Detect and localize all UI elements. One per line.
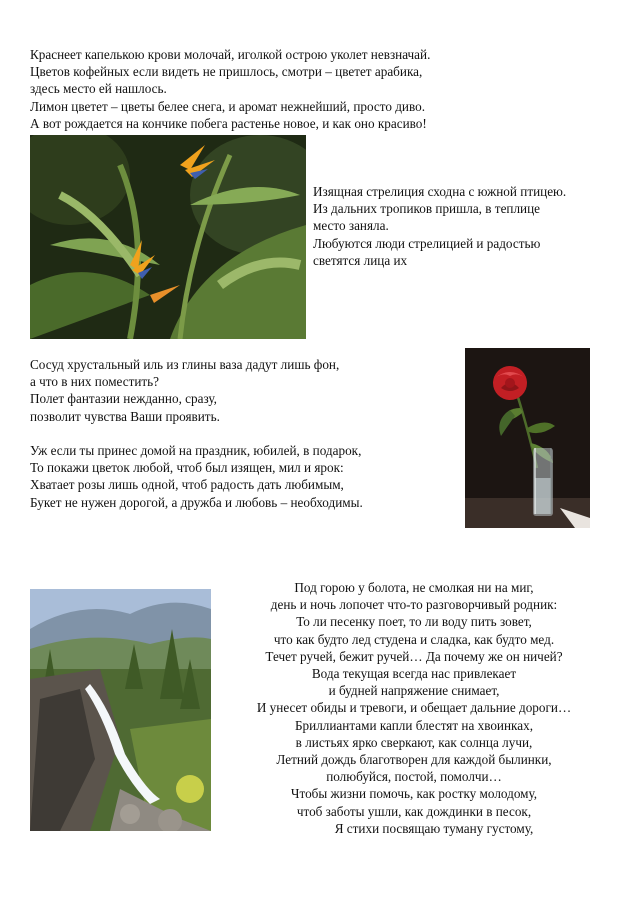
strelitzia-photo xyxy=(30,135,306,339)
caption-line: место заняла. xyxy=(313,218,389,234)
poem-line: Краснеет капелькою крови молочай, иголкой острою уколет невзначай. xyxy=(30,47,431,62)
poem-line: Бриллиантами капли блестят на хвоинках, xyxy=(294,717,534,733)
poem-line: Сосуд хрустальный иль из глины ваза дадут лишь фон, xyxy=(30,357,340,372)
poem-line: что как будто лед студена и сладка, как будто мед. xyxy=(273,631,555,647)
poem-line: Чтобы жизни помочь, как ростку молодому, xyxy=(290,786,538,802)
rose-in-vase-photo xyxy=(465,348,590,528)
poem-line: Вода текущая всегда нас привлекает xyxy=(311,666,517,682)
spring-poem xyxy=(222,579,606,837)
caption-line: Любуются люди стрелицией и радостью xyxy=(313,235,541,251)
poem-line: Летний дождь благотворен для каждой былинки, xyxy=(276,752,552,768)
poem-line xyxy=(30,425,363,442)
poem-line: Букет не нужен дорогой, а дружба и любовь – необходимы. xyxy=(30,494,363,510)
caption-line: светятся лица их xyxy=(313,252,408,268)
poem-line: То покажи цветок любой, чтоб был изящен, мил и ярок: xyxy=(30,460,344,476)
poem-line: Хватает розы лишь одной, чтоб радость дать любимым, xyxy=(30,477,344,493)
poem-line: Цветов кофейных если видеть не пришлось, смотри – цветет арабика, xyxy=(30,64,423,80)
poem-line: здесь место ей нашлось. xyxy=(30,81,167,97)
caption-line: Изящная стрелиция сходна с южной птицею. xyxy=(313,184,567,199)
caption-line: Из дальних тропиков пришла, в теплице xyxy=(313,201,541,217)
poem-line: в листьях ярко сверкают, как солнца лучи, xyxy=(295,734,533,750)
poem-line: и будней напряжение снимает, xyxy=(328,683,500,699)
poem-line: Полет фантазии нежданно, сразу, xyxy=(30,391,217,407)
poem-line: чтоб заботы ушли, как дождинки в песок, xyxy=(296,803,532,819)
strelitzia-caption xyxy=(313,183,566,269)
poem-line: Уж если ты принес домой на праздник, юбилей, в подарок, xyxy=(30,443,362,459)
poem-line: а что в них поместить? xyxy=(30,374,160,390)
waterfall-photo xyxy=(30,589,211,831)
top-poem xyxy=(30,46,430,132)
poem-line: Под горою у болота, не смолкая ни на миг, xyxy=(294,580,534,595)
poem-line: Я стихи посвящаю туману густому, xyxy=(334,820,534,836)
poem-line: То ли песенку поет, то ли воду пить зовет, xyxy=(296,614,532,630)
poem-line: Течет ручей, бежит ручей… Да почему же он ничей? xyxy=(265,648,563,664)
poem-line: полюбуйся, постой, помолчи… xyxy=(326,769,502,785)
vase-poem xyxy=(30,356,363,511)
poem-line: Лимон цветет – цветы белее снега, и аромат нежнейший, просто диво. xyxy=(30,98,426,114)
poem-line: день и ночь лопочет что-то разговорчивый родник: xyxy=(270,597,558,613)
poem-line: позволит чувства Ваши проявить. xyxy=(30,408,220,424)
poem-line: И унесет обиды и тревоги, и обещает дальние дороги… xyxy=(256,700,572,716)
poem-line: А вот рождается на кончике побега растенье новое, и как оно красиво! xyxy=(30,115,427,131)
